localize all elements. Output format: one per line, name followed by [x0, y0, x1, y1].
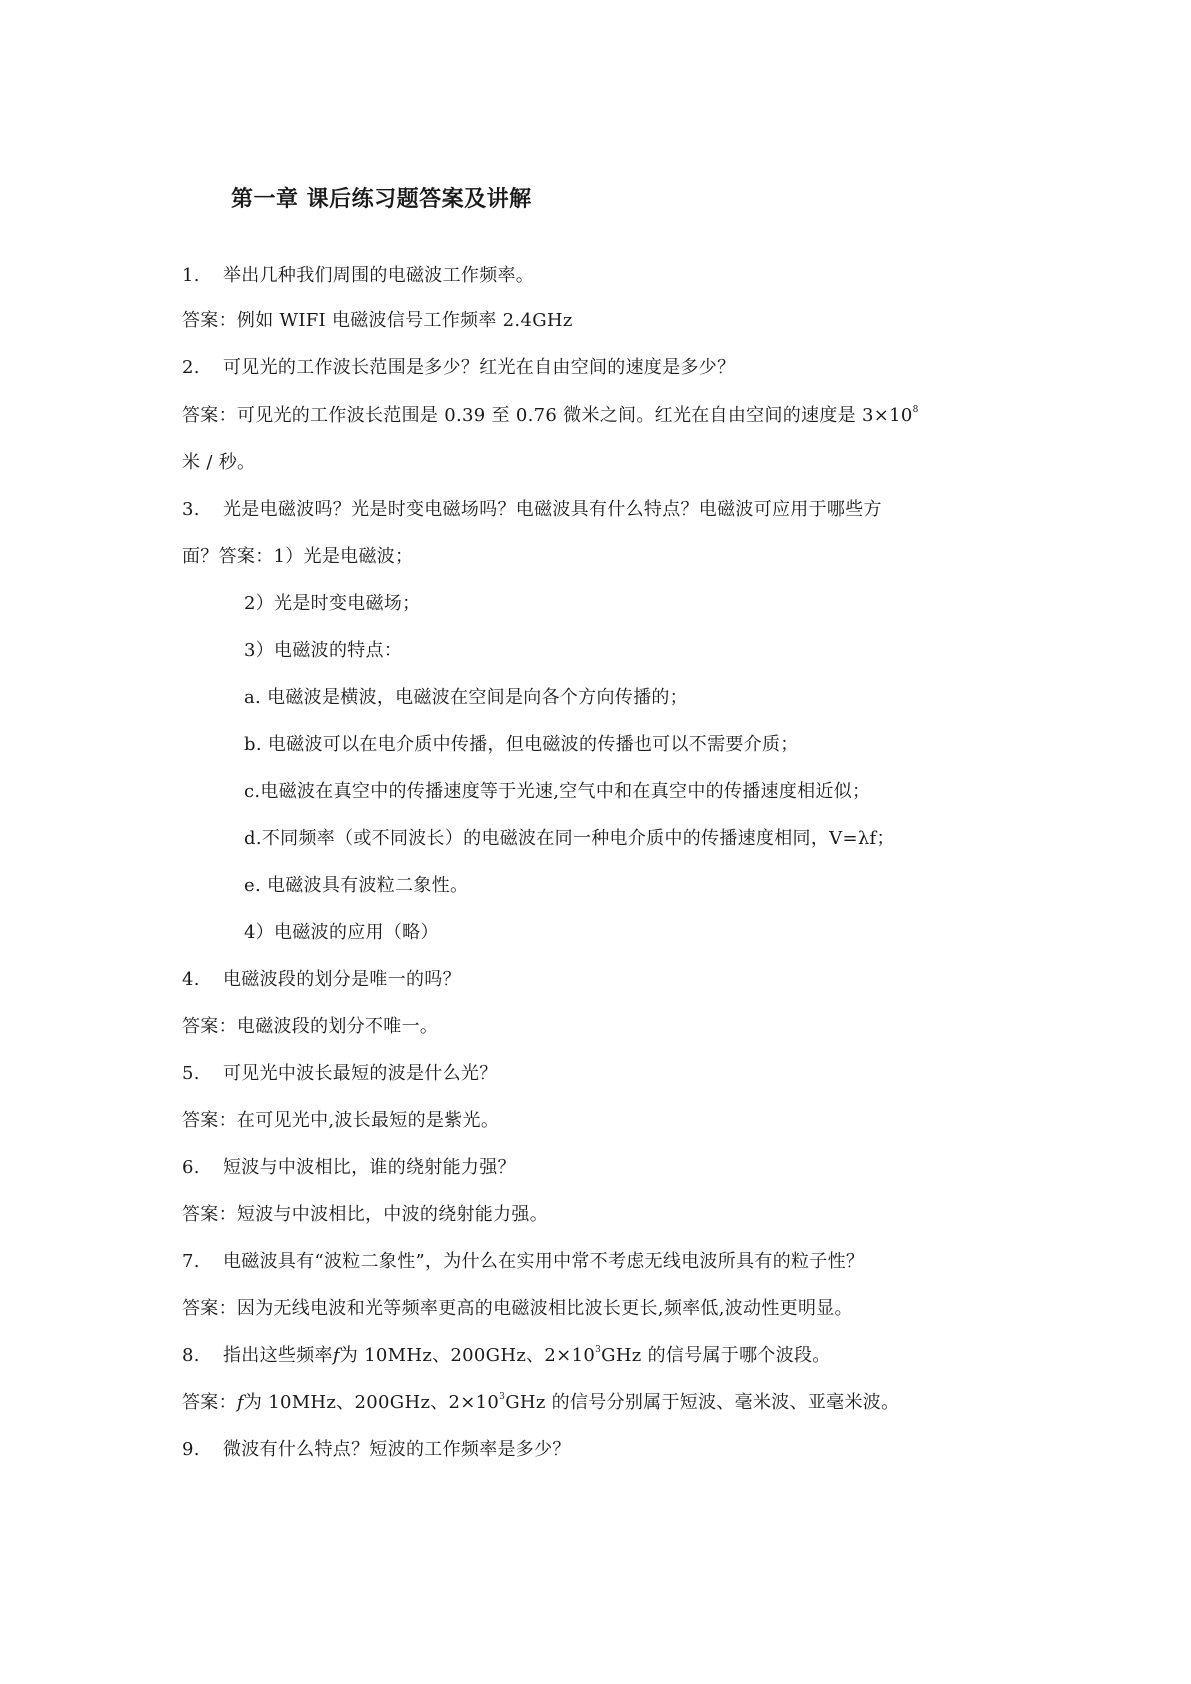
question-3-continued: 面？答案：1）光是电磁波； — [182, 546, 414, 567]
answer-text: GHz 的信号分别属于短波、毫米波、亚毫米波。 — [505, 1392, 900, 1413]
question-number: 4. — [182, 969, 200, 990]
question-text: 短波与中波相比，谁的绕射能力强？ — [223, 1157, 516, 1178]
question-number: 3. — [182, 499, 200, 520]
question-number: 5. — [182, 1063, 200, 1084]
answer-text: 答案： — [182, 1392, 237, 1413]
answer-3-item-c: c.电磁波在真空中的传播速度等于光速,空气中和在真空中的传播速度相近似； — [244, 781, 871, 802]
question-number: 2. — [182, 357, 200, 378]
question-text: 为 10MHz、200GHz、2×10 — [339, 1345, 596, 1366]
answer-4: 答案：电磁波段的划分不唯一。 — [182, 1016, 439, 1037]
question-number: 6. — [182, 1157, 200, 1178]
question-text: 可见光中波长最短的波是什么光？ — [223, 1063, 498, 1084]
question-number: 9. — [182, 1439, 200, 1460]
question-text: 光是电磁波吗？光是时变电磁场吗？电磁波具有什么特点？电磁波可应用于哪些方 — [223, 499, 882, 520]
question-7 — [182, 1249, 864, 1275]
question-1 — [182, 263, 534, 289]
question-6 — [182, 1155, 516, 1181]
answer-text: 答案：可见光的工作波长范围是 0.39 至 0.76 微米之间。红光在自由空间的速度是 3×10 — [182, 405, 913, 426]
answer-text: 为 10MHz、200GHz、2×10 — [243, 1392, 500, 1413]
superscript: 8 — [912, 405, 919, 415]
question-text: 举出几种我们周围的电磁波工作频率。 — [223, 265, 535, 286]
question-9 — [182, 1437, 571, 1463]
question-text: 电磁波具有“波粒二象性”，为什么在实用中常不考虑无线电波所具有的粒子性？ — [223, 1251, 865, 1272]
question-4 — [182, 967, 461, 993]
answer-3-point-4: 4）电磁波的应用（略） — [244, 922, 439, 943]
question-number: 1. — [182, 265, 200, 286]
question-3 — [182, 497, 882, 523]
question-text: 电磁波段的划分是唯一的吗？ — [223, 969, 461, 990]
page-title: 第一章 课后练习题答案及讲解 — [231, 187, 532, 212]
answer-1: 答案：例如 WIFI 电磁波信号工作频率 2.4GHz — [182, 310, 573, 331]
answer-6: 答案：短波与中波相比，中波的绕射能力强。 — [182, 1204, 548, 1225]
answer-5: 答案：在可见光中,波长最短的是紫光。 — [182, 1110, 500, 1131]
answer-7: 答案：因为无线电波和光等频率更高的电磁波相比波长更长,频率低,波动性更明显。 — [182, 1298, 853, 1319]
question-number: 8. — [182, 1345, 200, 1366]
answer-8 — [182, 1390, 899, 1416]
answer-3-point-3: 3）电磁波的特点： — [244, 640, 403, 661]
answer-3-item-b: b. 电磁波可以在电介质中传播，但电磁波的传播也可以不需要介质； — [244, 734, 799, 755]
frequency-symbol: f — [236, 1392, 244, 1413]
answer-2 — [182, 403, 919, 429]
frequency-symbol: f — [332, 1345, 340, 1366]
question-text: 指出这些频率 — [223, 1345, 333, 1366]
answer-3-point-2: 2）光是时变电磁场； — [244, 593, 421, 614]
question-text: GHz 的信号属于哪个波段。 — [601, 1345, 831, 1366]
answer-2-continued: 米 / 秒。 — [182, 452, 256, 473]
question-8 — [182, 1343, 831, 1369]
superscript: 3 — [595, 1345, 602, 1355]
answer-3-item-d: d.不同频率（或不同波长）的电磁波在同一种电介质中的传播速度相同，V=λf； — [244, 828, 895, 849]
superscript: 3 — [499, 1392, 506, 1402]
question-2 — [182, 355, 735, 381]
question-number: 7. — [182, 1251, 200, 1272]
answer-3-item-a: a. 电磁波是横波，电磁波在空间是向各个方向传播的； — [244, 687, 688, 708]
question-5 — [182, 1061, 498, 1087]
question-text: 微波有什么特点？短波的工作频率是多少？ — [223, 1439, 571, 1460]
answer-3-item-e: e. 电磁波具有波粒二象性。 — [244, 875, 469, 896]
question-text: 可见光的工作波长范围是多少？红光在自由空间的速度是多少？ — [223, 357, 736, 378]
